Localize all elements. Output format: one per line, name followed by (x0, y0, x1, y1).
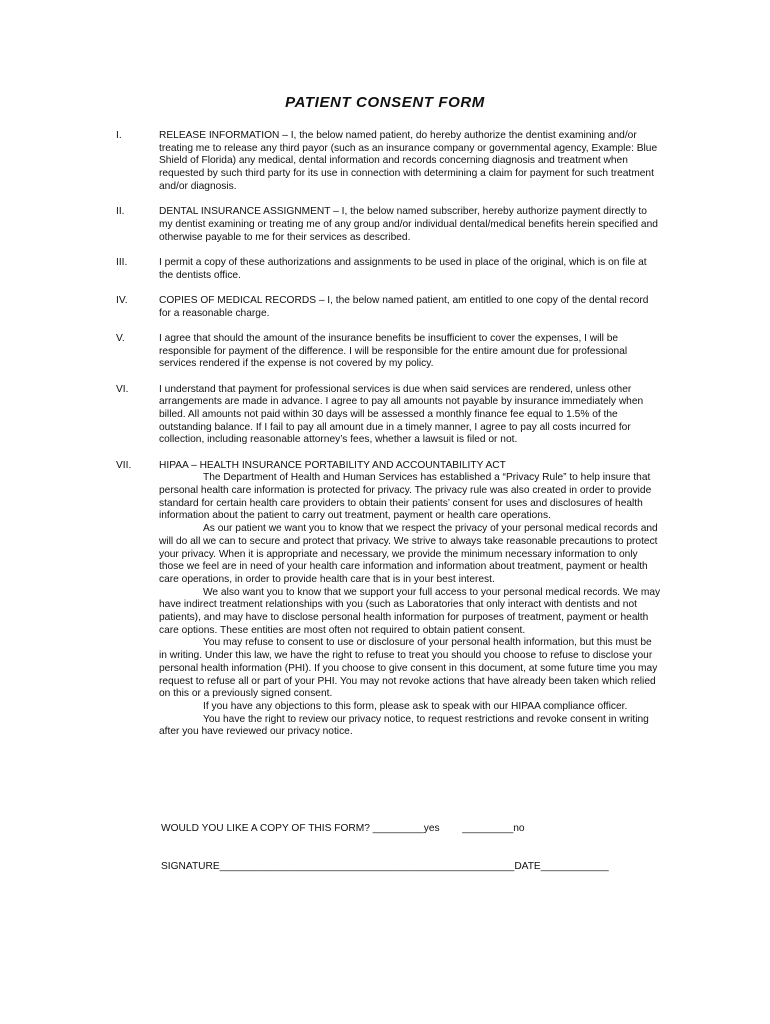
hipaa-paragraph: You have the right to review our privacy notice, to request restrictions and revoke consent in writing after you have reviewed our privacy notice. (159, 713, 649, 738)
section-number: II. (116, 206, 125, 218)
section-text: I permit a copy of these authorizations and assignments to be used in place of the original, which is on file at the dentists office. (159, 256, 647, 281)
section-number: V. (116, 332, 125, 344)
section-number: VI. (116, 383, 129, 395)
section-number: III. (116, 256, 128, 268)
copy-question-label: WOULD YOU LIKE A COPY OF THIS FORM? (161, 823, 370, 834)
hipaa-paragraph: You may refuse to consent to use or disclosure of your personal health information, but this must be in writing. Under this law, we have the right to refuse to treat you should you choose to refuse to disclose your personal health information (PHI). If you choose to give consent in this document, at some future time you may request to refuse all or part of your PHI. You may not revoke actions that have already been taken which relied on this or a previously signed consent. (159, 637, 658, 700)
copy-no-field[interactable]: _________no (462, 823, 525, 834)
hipaa-paragraph: As our patient we want you to know that we respect the privacy of your personal medical records and will do all we can to secure and protect that privacy. We strive to always take reasonable precautions to protect your privacy. When it is appropriate and necessary, we provide the minimum necessary information to only those we feel are in need of your health care information and information about treatment, payment or health care operations, in order to provide health care that is in your best interest. (159, 523, 658, 585)
copy-yes-field[interactable]: _________yes (372, 823, 440, 834)
page-title: PATIENT CONSENT FORM (285, 94, 485, 111)
signature-line (161, 861, 609, 872)
section-number: IV. (116, 294, 128, 306)
hipaa-paragraph: If you have any objections to this form, please ask to speak with our HIPAA compliance officer. (203, 700, 628, 712)
section-payment-terms (116, 384, 661, 448)
section-text: COPIES OF MEDICAL RECORDS – I, the below named patient, am entitled to one copy of the dental record for a reasonable charge. (159, 294, 649, 319)
signature-field[interactable]: SIGNATURE____________________________________________________ (161, 861, 515, 872)
section-copy-permission (116, 257, 661, 282)
section-number: I. (116, 130, 122, 141)
section-release-information (116, 130, 661, 194)
form-body (116, 130, 661, 739)
section-copies-of-medical-records (116, 295, 661, 320)
copy-question (161, 823, 525, 834)
section-text: I understand that payment for professional services is due when said services are rendered, unless other arrangements are made in advance. I agree to pay all amounts not payable by insurance immediately when billed. All amounts not paid within 30 days will be assessed a monthly finance fee equal to 1.5% of the outstanding balance. If I fail to pay all amount due in a timely manner, I agree to pay all costs incurred for collection, including reasonable attorney’s fees, whether a lawsuit is filed or not. (159, 383, 644, 446)
section-text: RELEASE INFORMATION – I, the below named patient, do hereby authorize the dentist examining and/or treating me to release any third payor (such as an insurance company or governmental agency, Example: Blue Shield of Florida) any medical, dental information and records concerning diagnosis and treatment when requested by such third party for its use in connection with determining a claim for payment for such treatment and/or diagnosis. (159, 130, 658, 192)
section-dental-insurance-assignment (116, 206, 661, 244)
section-number: VII. (116, 459, 132, 471)
section-text: I agree that should the amount of the insurance benefits be insufficient to cover the expenses, I will be responsible for payment of the difference. I will be responsible for the entire amount due for professional services rendered if the expense is not covered by my policy. (159, 332, 628, 370)
hipaa-heading: HIPAA – HEALTH INSURANCE PORTABILITY AND ACCOUNTABILITY ACT (159, 459, 506, 471)
section-insurance-insufficiency (116, 333, 661, 371)
date-field[interactable]: DATE____________ (514, 861, 609, 872)
hipaa-paragraph: The Department of Health and Human Services has established a “Privacy Rule” to help insure that personal health care information is protected for privacy. The privacy rule was also created in order to provide standard for certain health care providers to obtain their patients’ consent for uses and disclosures of health information about the patient to carry out treatment, payment or health care operations. (159, 472, 652, 522)
section-text: DENTAL INSURANCE ASSIGNMENT – I, the below named subscriber, hereby authorize payment directly to my dentist examining or treating me of any group and/or individual dental/medical benefits herein specified and otherwise payable to me for their services as described. (159, 206, 658, 243)
section-hipaa (116, 460, 661, 739)
hipaa-paragraph: We also want you to know that we support your full access to your personal medical records. We may have indirect treatment relationships with you (such as Laboratories that only interact with dentists and not patients), and may have to disclose personal health information for purposes of treatment, payment or health care options. These entities are most often not required to obtain patient consent. (159, 586, 661, 636)
